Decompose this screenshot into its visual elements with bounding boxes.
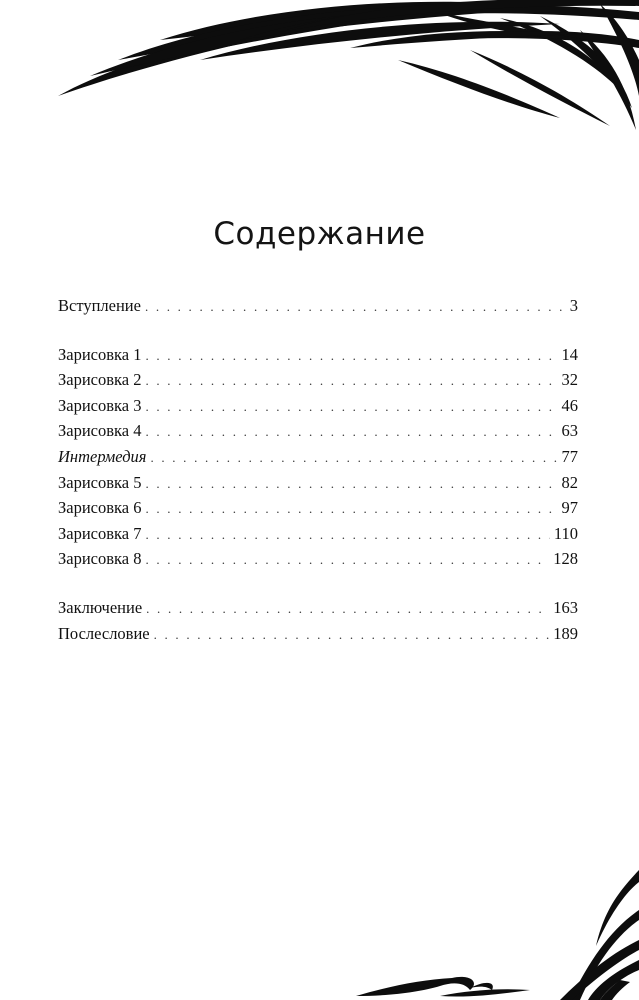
toc-entry-page-number: 163 [553,597,578,617]
toc-entry-page-number: 110 [553,523,578,543]
toc-entry-title: Зарисовка 6 [58,498,142,518]
toc-entry-title: Зарисовка 5 [58,472,142,492]
toc-entry-page-number: 46 [561,395,578,415]
dot-leader [146,522,550,548]
toc-entry [58,546,578,572]
toc-entry-title: Заключение [58,597,143,617]
toc-entry-page-number: 3 [569,296,578,315]
toc-section [58,293,578,319]
toc-section [58,595,578,646]
dot-leader [146,368,558,394]
toc-entry-title: Зарисовка 3 [58,395,142,415]
dot-leader [146,471,558,497]
dot-leader [146,343,558,369]
toc-entry [58,595,578,621]
ink-brush-strokes-bottom [0,850,639,1000]
toc-entry-page-number: 32 [561,370,578,390]
toc-entry [58,367,578,393]
table-of-contents [58,293,578,669]
toc-entry-page-number: 82 [561,472,578,492]
page-title: Содержание [213,216,426,252]
toc-entry [58,495,578,521]
dot-leader [146,596,549,622]
toc-entry-title: Вступление [58,296,141,315]
toc-entry-page-number: 77 [561,446,578,466]
toc-entry [58,393,578,419]
toc-entry [58,444,578,470]
toc-entry [58,470,578,496]
toc-entry-title: Зарисовка 2 [58,370,142,390]
dot-leader [154,622,550,648]
dot-leader [146,496,558,522]
toc-entry-page-number: 63 [561,421,578,441]
toc-entry-title: Зарисовка 8 [58,549,142,569]
ink-brush-strokes-top [0,0,639,140]
dot-leader [146,394,558,420]
toc-entry-title: Интермедия [58,446,147,466]
toc-entry-page-number: 189 [553,623,578,643]
toc-entry-page-number: 128 [553,549,578,569]
toc-section [58,342,578,572]
toc-entry-title: Послесловие [58,623,150,643]
toc-entry [58,418,578,444]
toc-entry-title: Зарисовка 1 [58,344,142,364]
toc-entry-title: Зарисовка 7 [58,523,142,543]
toc-entry-page-number: 97 [561,498,578,518]
toc-entry-title: Зарисовка 4 [58,421,142,441]
toc-entry [58,521,578,547]
dot-leader [145,294,566,320]
dot-leader [146,419,558,445]
toc-entry [58,342,578,368]
toc-entry-page-number: 14 [561,344,578,364]
dot-leader [146,547,550,573]
toc-entry [58,293,578,319]
dot-leader [150,445,557,471]
toc-entry [58,621,578,647]
